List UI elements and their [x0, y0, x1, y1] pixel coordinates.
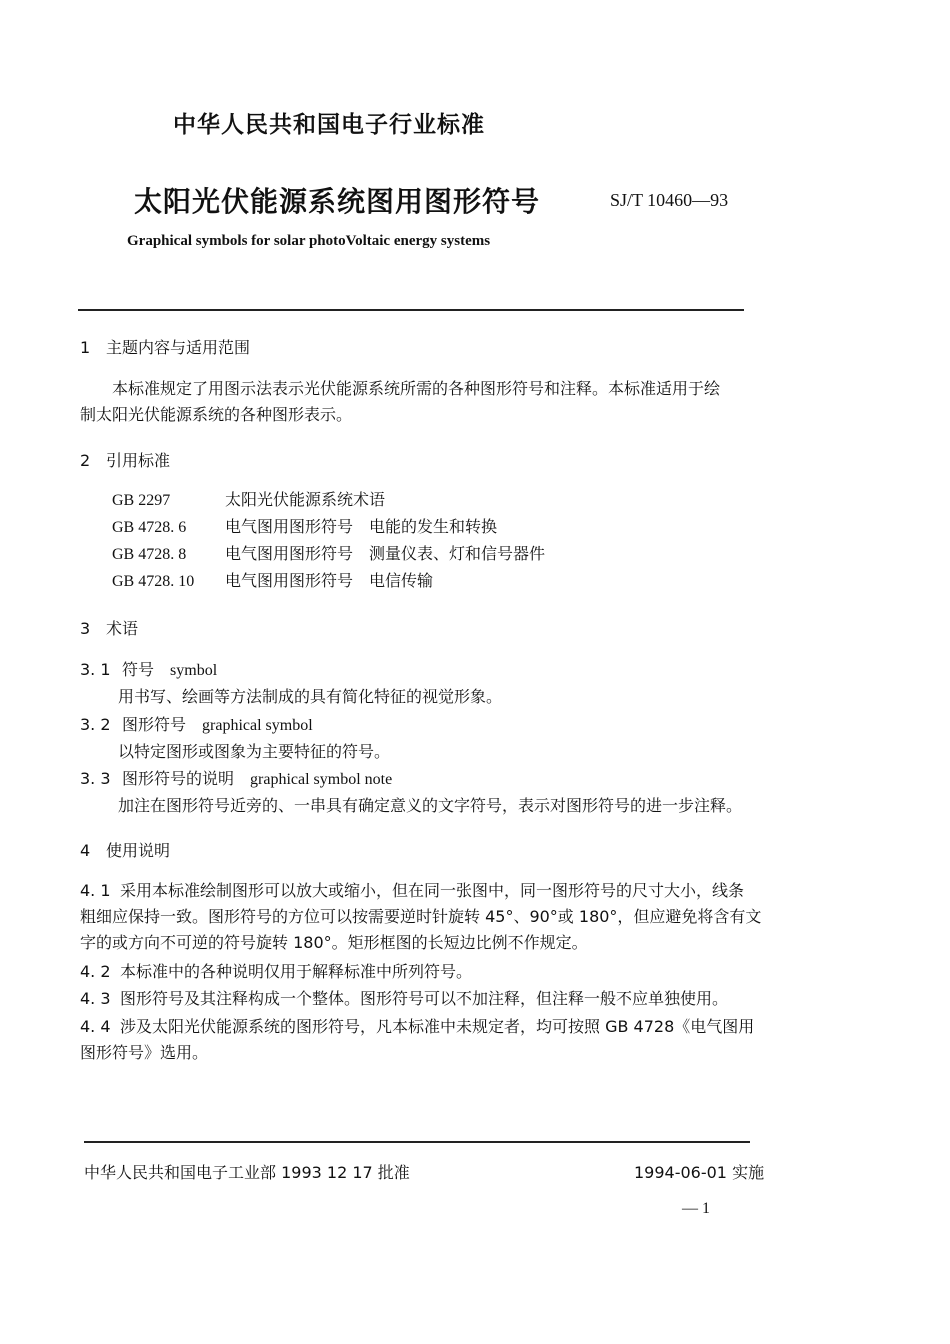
clause-number: 4. 4	[80, 1017, 111, 1036]
section-title: 引用标准	[106, 451, 171, 470]
section-3-heading	[80, 616, 138, 639]
page-number: — 1	[682, 1200, 710, 1217]
clause-number: 4. 2	[80, 962, 111, 981]
term-label: 图形符号的说明	[122, 769, 235, 788]
section-1-text-line-1: 本标准规定了用图示法表示光伏能源系统所需的各种图形符号和注释。本标准适用于绘	[112, 379, 721, 398]
reference-code: GB 4728. 6	[112, 519, 187, 536]
section-1-text-line-2: 制太阳光伏能源系统的各种图形表示。	[80, 405, 353, 424]
section-number: 2	[80, 451, 91, 470]
clause-4-1-line-2: 粗细应保持一致。图形符号的方位可以按需要逆时针旋转 45°、90°或 180°，但应避免将含有文	[80, 907, 762, 926]
reference-code: GB 2297	[112, 492, 171, 509]
reference-name: 电气图用图形符号	[225, 544, 354, 563]
top-divider	[78, 309, 744, 311]
term-number: 3. 2	[80, 715, 111, 734]
section-title: 使用说明	[106, 841, 171, 860]
reference-name: 电气图用图形符号	[225, 517, 354, 536]
term-3-3	[80, 766, 392, 789]
clause-4-4-line-2: 图形符号》选用。	[80, 1043, 209, 1062]
reference-subtitle: 电能的发生和转换	[369, 517, 498, 536]
section-number: 3	[80, 619, 91, 638]
issuing-organization: 中华人民共和国电子行业标准	[173, 112, 485, 138]
section-title: 主题内容与适用范围	[106, 338, 251, 357]
reference-list	[112, 486, 545, 594]
section-4-heading	[80, 838, 170, 861]
term-number: 3. 3	[80, 769, 111, 788]
clause-4-3	[80, 986, 728, 1012]
clause-text: 本标准中的各种说明仅用于解释标准中所列符号。	[120, 962, 473, 981]
reference-name: 太阳光伏能源系统术语	[225, 490, 386, 509]
clause-number: 4. 3	[80, 989, 111, 1008]
term-number: 3. 1	[80, 660, 111, 679]
english-title: Graphical symbols for solar photoVoltaic energy systems	[127, 233, 491, 249]
term-3-1	[80, 657, 217, 680]
reference-item	[112, 513, 545, 540]
clause-number: 4. 1	[80, 881, 111, 900]
reference-item	[112, 540, 545, 567]
section-number: 1	[80, 338, 91, 357]
bottom-divider	[84, 1141, 750, 1143]
term-english: graphical symbol note	[250, 771, 393, 788]
term-definition: 加注在图形符号近旁的、一串具有确定意义的文字符号，表示对图形符号的进一步注释。	[118, 796, 743, 815]
section-title: 术语	[106, 619, 139, 638]
term-3-2	[80, 712, 313, 735]
document-title: 太阳光伏能源系统图用图形符号	[134, 185, 541, 218]
standard-code: SJ/T 10460—93	[610, 190, 729, 210]
term-definition: 用书写、绘画等方法制成的具有简化特征的视觉形象。	[118, 687, 503, 706]
section-1-heading	[80, 335, 250, 358]
effective-date: 1994-06-01 实施	[634, 1163, 765, 1182]
term-label: 图形符号	[122, 715, 187, 734]
term-english: graphical symbol	[202, 717, 313, 734]
term-label: 符号	[122, 660, 155, 679]
reference-code: GB 4728. 10	[112, 573, 195, 590]
reference-code: GB 4728. 8	[112, 546, 187, 563]
reference-item	[112, 486, 545, 513]
clause-text: 涉及太阳光伏能源系统的图形符号，凡本标准中未规定者，均可按照 GB 4728《电气图用	[120, 1017, 755, 1036]
reference-item	[112, 567, 545, 594]
clause-4-1-line-1	[80, 878, 744, 904]
clause-4-4-line-1	[80, 1014, 754, 1040]
section-number: 4	[80, 841, 91, 860]
reference-subtitle: 测量仪表、灯和信号器件	[369, 544, 546, 563]
reference-name: 电气图用图形符号	[225, 571, 354, 590]
approval-note: 中华人民共和国电子工业部 1993 12 17 批准	[84, 1163, 410, 1182]
clause-text: 图形符号及其注释构成一个整体。图形符号可以不加注释，但注释一般不应单独使用。	[120, 989, 729, 1008]
clause-4-1-line-3: 字的或方向不可逆的符号旋转 180°。矩形框图的长短边比例不作规定。	[80, 933, 588, 952]
reference-subtitle: 电信传输	[369, 571, 434, 590]
section-2-heading	[80, 448, 170, 471]
clause-4-2	[80, 959, 472, 985]
term-definition: 以特定图形或图象为主要特征的符号。	[118, 742, 391, 761]
term-english: symbol	[170, 662, 218, 679]
clause-text: 采用本标准绘制图形可以放大或缩小，但在同一张图中，同一图形符号的尺寸大小，线条	[120, 881, 745, 900]
